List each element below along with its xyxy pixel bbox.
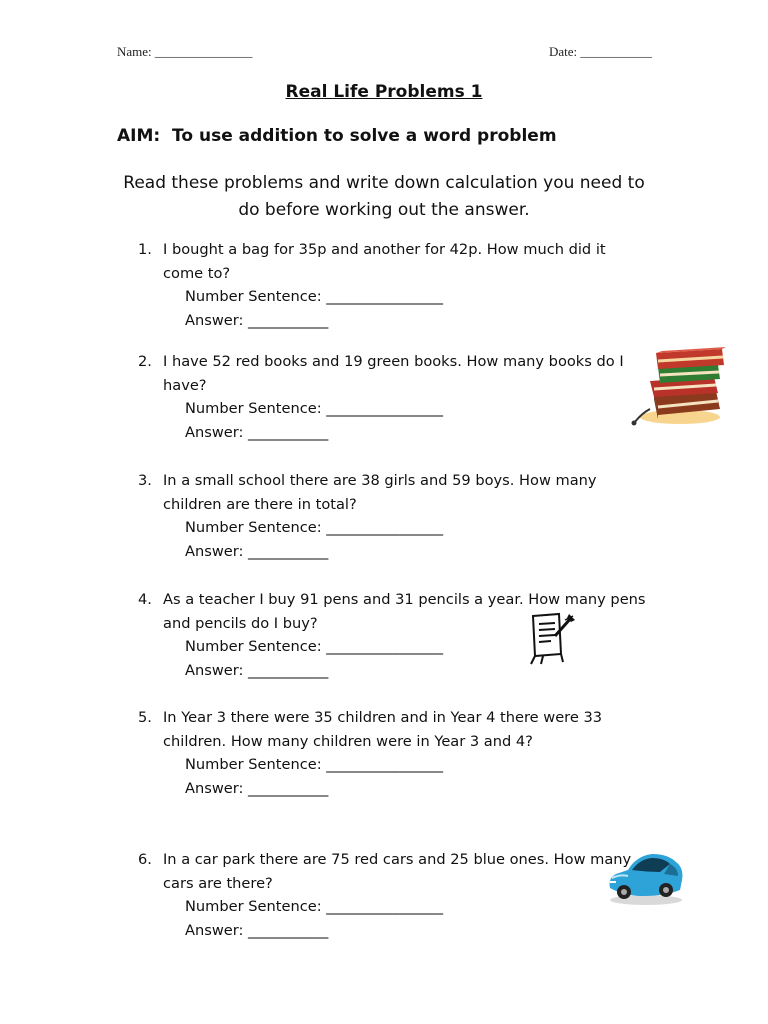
problem-6 (138, 848, 647, 942)
problem-text: I have 52 red books and 19 green books. How many books do I have? (163, 353, 624, 394)
number-sentence-line: Number Sentence: ________________ (185, 756, 444, 773)
number-sentence-line: Number Sentence: ________________ (185, 288, 444, 305)
problem-number: 4. (138, 591, 152, 608)
problem-text: As a teacher I buy 91 pens and 31 pencils a year. How many pens and pencils do I buy? (163, 591, 646, 632)
aim-statement: AIM: To use addition to solve a word problem (117, 126, 557, 146)
answer-line: Answer: ___________ (185, 921, 329, 939)
worksheet-title: Real Life Problems 1 (285, 82, 483, 102)
problem-3 (138, 469, 647, 563)
problem-text: I bought a bag for 35p and another for 42p. How much did it come to? (163, 241, 606, 282)
problem-number: 5. (138, 709, 152, 726)
problem-5 (138, 706, 647, 800)
date-field: Date: ___________ (549, 44, 652, 59)
name-field: Name: _______________ (117, 44, 253, 59)
instructions: Read these problems and write down calculation you need to do before working out the answer. (123, 173, 645, 220)
answer-line: Answer: ___________ (185, 423, 329, 441)
problem-number: 6. (138, 851, 152, 868)
problem-text: In a car park there are 75 red cars and 25 blue ones. How many cars are there? (163, 851, 632, 892)
problem-text: In Year 3 there were 35 children and in Year 4 there were 33 children. How many children were in Year 3 and 4? (163, 709, 603, 750)
number-sentence-line: Number Sentence: ________________ (185, 638, 444, 655)
problem-number: 2. (138, 353, 152, 370)
number-sentence-line: Number Sentence: ________________ (185, 519, 444, 536)
stack-of-books-icon (628, 343, 732, 429)
problem-number: 1. (138, 241, 152, 258)
answer-line: Answer: ___________ (185, 779, 329, 797)
answer-line: Answer: ___________ (185, 542, 329, 560)
problem-2 (138, 350, 647, 444)
answer-line: Answer: ___________ (185, 661, 329, 679)
answer-line: Answer: ___________ (185, 311, 329, 329)
problem-1 (138, 238, 647, 332)
paper-and-pen-icon (525, 610, 579, 666)
blue-car-icon (604, 848, 686, 906)
problem-text: In a small school there are 38 girls and 59 boys. How many children are there in total? (163, 472, 597, 513)
number-sentence-line: Number Sentence: ________________ (185, 400, 444, 417)
number-sentence-line: Number Sentence: ________________ (185, 898, 444, 915)
problem-number: 3. (138, 472, 152, 489)
